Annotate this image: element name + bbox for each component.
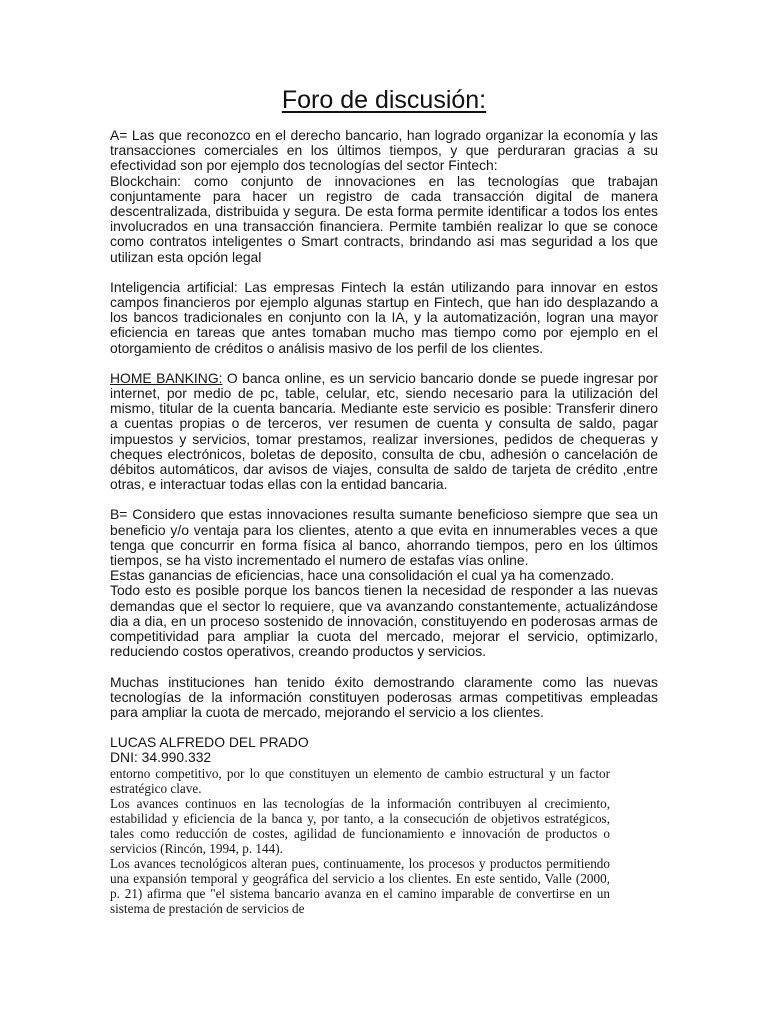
page-title: Foro de discusión: — [281, 86, 487, 114]
excerpt-paragraph-1: entorno competitivo, por lo que constituyen un elemento de cambio estructural y un factor estratégico clave. — [110, 765, 610, 796]
author-name: LUCAS ALFREDO DEL PRADO — [110, 734, 309, 751]
home-banking-label: HOME BANKING: — [110, 369, 223, 386]
spacer — [110, 265, 658, 280]
paragraph-muchas-instituciones: Muchas instituciones han tenido éxito demostrando claramente como las nuevas tecnologías de la información constituyen poderosas armas competitivas empleadas para ampliar la cuota de mercado, mejorando el servicio a los clientes. — [110, 673, 658, 720]
spacer — [110, 356, 658, 371]
paragraph-b-considero: B= Considero que estas innovaciones resulta sumante beneficioso siempre que sea un beneficio y/o ventaja para los clientes, atento a que evita en innumerables veces a que tenga que concurrir en forma física al banco, ahorrando tiempos, pero en los últimos tiempos, se ha visto incrementado el numero de estafas vías online. — [110, 506, 658, 569]
pasted-excerpt — [110, 766, 610, 917]
paragraph-inteligencia-artificial: Inteligencia artificial: Las empresas Fintech la están utilizando para innovar en estos campos financieros por ejemplo algunas startup en Fintech, que han ido desplazando a los bancos tradicionales en conjunto con la IA, y la automatización, logran una mayor eficiencia en tareas que antes tomaban mucho mas tiempo como por ejemplo en el otorgamiento de créditos o análisis masivo de los perfil de los clientes. — [110, 278, 658, 356]
excerpt-paragraph-2: Los avances continuos en las tecnologías de la información contribuyen al crecimiento, estabilidad y eficiencia de la banca y, por tanto, a la consecución de objetivos estratégicos, tales como reducción de costes, agilidad de funcionamiento e innovación de productos o servicios (Rincón, 1994, p. 144). — [110, 795, 610, 856]
document-body — [110, 128, 658, 916]
paragraph-a-intro: A= Las que reconozco en el derecho bancario, han logrado organizar la economía y las transacciones comerciales en los últimos tiempos, y que perduraran gracias a su efectividad son por ejemplo dos tecnologías del sector Fintech: — [110, 127, 658, 174]
spacer — [110, 720, 658, 735]
spacer — [110, 492, 658, 507]
paragraph-b-ganancias: Estas ganancias de eficiencias, hace una consolidación el cual ya ha comenzado. — [110, 567, 615, 584]
home-banking-text: O banca online, es un servicio bancario donde se puede ingresar por internet, por medio de pc, table, celular, etc, siendo necesario para la utilización del mismo, titular de la cuenta bancaria. Mediante este servicio es posible: Transferir dinero a cuentas propias o de terceros, ver resumen de cuenta y consulta de saldo, pagar impuestos y servicios, tomar prestamos, realizar inversiones, pedidos de chequeras y cheques electrónicos, boletas de deposito, consulta de cbu, adhesión o cancelación de débitos automáticos, dar avisos de viajes, consulta de saldo de tarjeta de crédito ,entre otras, e interactuar todas ellas con la entidad bancaria. — [110, 369, 658, 493]
excerpt-paragraph-3: Los avances tecnológicos alteran pues, continuamente, los procesos y productos permitiendo una expansión temporal y geográfica del servicio a los clientes. En este sentido, Valle (2000, p. 21) afirma que "el sistema bancario avanza en el camino imparable de convertirse en un sistema de prestación de servicios de — [110, 856, 610, 917]
author-dni: DNI: 34.990.332 — [110, 749, 212, 766]
paragraph-blockchain: Blockchain: como conjunto de innovaciones en las tecnologías que trabajan conjuntamente para hacer un registro de cada transacción digital de manera descentralizada, distribuida y segura. De esta forma permite identificar a todos los entes involucrados en una transacción financiera. Permite también realizar lo que se conoce como contratos inteligentes o Smart contracts, brindando asi mas seguridad a los que utilizan esta opción legal — [110, 172, 658, 265]
paragraph-home-banking — [110, 371, 658, 493]
spacer — [110, 660, 658, 675]
paragraph-b-todo-esto: Todo esto es posible porque los bancos tienen la necesidad de responder a las nuevas demandas que el sector lo requiere, que va avanzando constantemente, actualizándose dia a dia, en un proceso sostenido de innovación, constituyendo en poderosas armas de competitividad para ampliar la cuota del mercado, mejorar el servicio, optimizarlo, reduciendo costos operativos, creando productos y servicios. — [110, 582, 658, 660]
